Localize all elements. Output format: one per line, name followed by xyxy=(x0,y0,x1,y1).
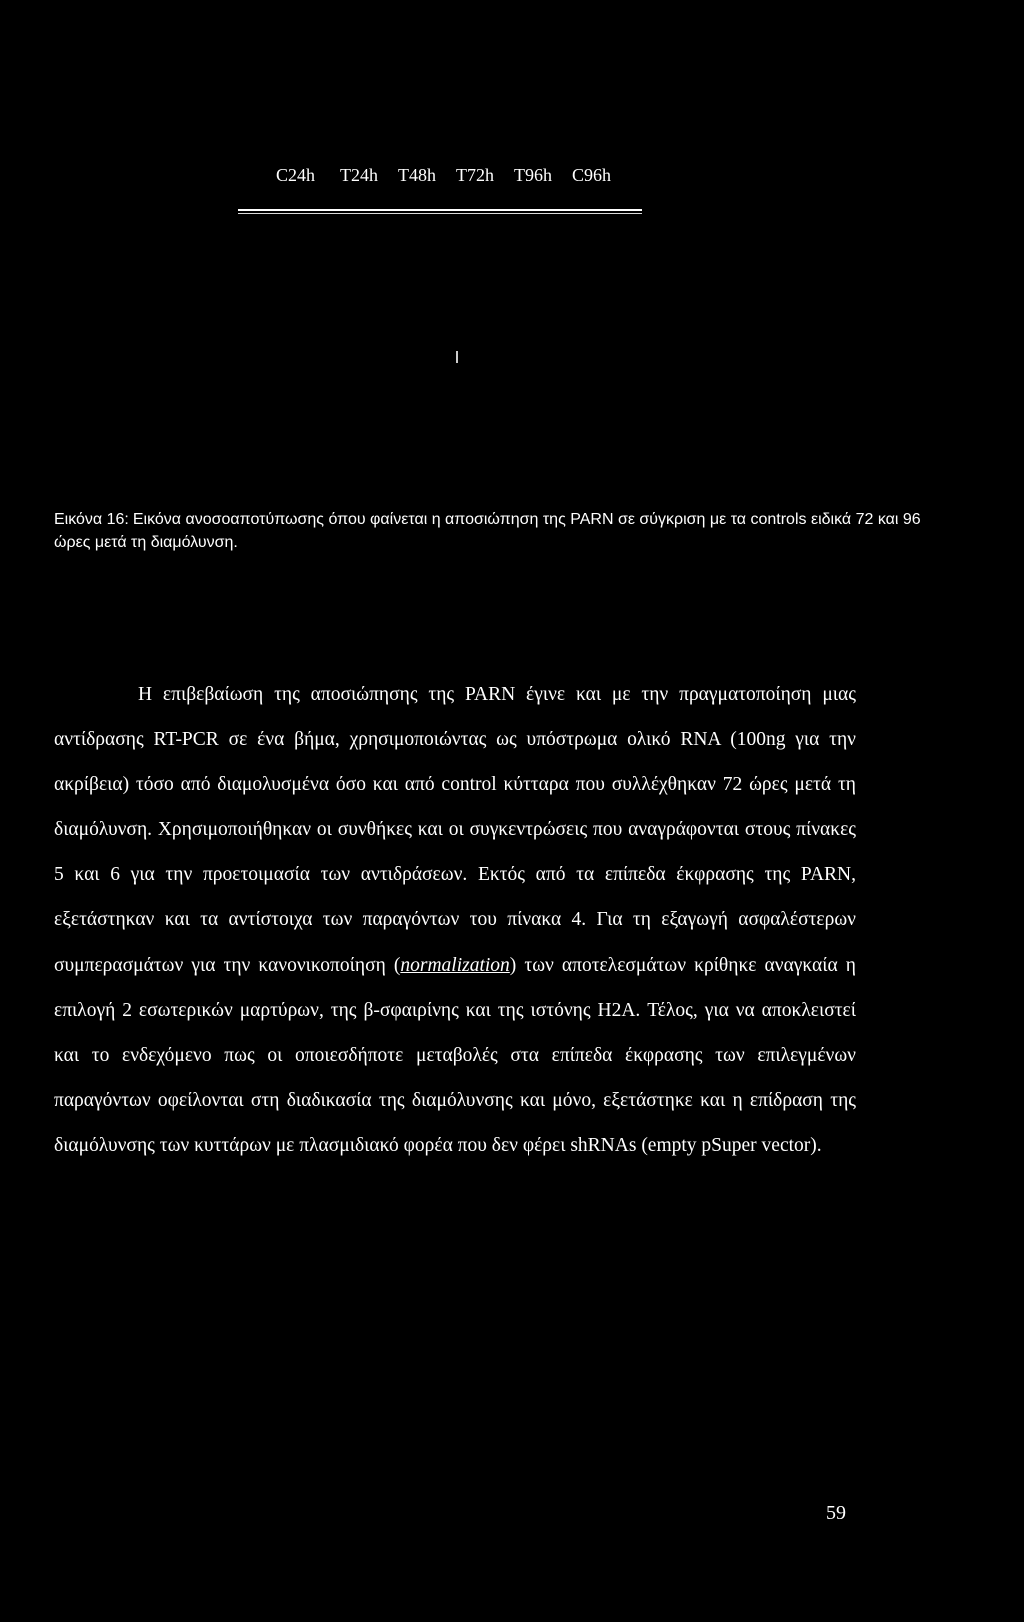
figure-caption xyxy=(54,508,934,554)
figure-caption-label: Εικόνα 16: xyxy=(54,511,129,528)
blot-band xyxy=(238,209,642,211)
body-text-part2: ) των αποτελεσμάτων κρίθηκε αναγκαία η επιλογή 2 εσωτερικών μαρτύρων, της β-σφαιρίνης και της ιστόνης H2A. Τέλος, για να αποκλειστεί και το ενδεχόμενο πως οι οποιεσδήποτε μεταβολές στα επίπεδα έκφρασης των επιλεγμένων παραγόντων οφείλονται στη διαδικασία της διαμόλυνσης και μόνο, εξετάστηκε και η επίδραση της διαμόλυνσης των κυττάρων με πλασμιδιακό φορέα που δεν φέρει shRNAs (empty pSuper vector). xyxy=(54,954,856,1156)
body-text-italic-term: normalization xyxy=(400,954,510,976)
blot-band-secondary xyxy=(238,213,642,214)
lane-label-t24h: T24h xyxy=(340,165,378,185)
figure-caption-text: Εικόνα ανοσοαποτύπωσης όπου φαίνεται η αποσιώπηση της PARN σε σύγκριση με τα controls ειδικά 72 και 96 ώρες μετά τη διαμόλυνση. xyxy=(54,511,921,551)
lane-label-c24h: C24h xyxy=(276,165,316,185)
body-text-part1: Η επιβεβαίωση της αποσιώπησης της PARN έγινε και με την πραγματοποίηση μιας αντίδρασης RT-PCR σε ένα βήμα, χρησιμοποιώντας ως υπόστρωμα ολικό RNA (100ng για την ακρίβεια) τόσο από διαμολυσμένα όσο και από control κύτταρα που συλλέχθηκαν 72 ώρες μετά τη διαμόλυνση. Χρησιμοποιήθηκαν οι συνθήκες και οι συγκεντρώσεις που αναγράφονται στους πίνακες 5 και 6 για την προετοιμασία των αντιδράσεων. Εκτός από τα επίπεδα έκφρασης της PARN, εξετάστηκαν και τα αντίστοιχα των παραγόντων του πίνακα 4. Για τη εξαγωγή ασφαλέστερων συμπερασμάτων για την κανονικοποίηση ( xyxy=(54,684,856,976)
blot-lane-labels xyxy=(276,165,636,189)
body-paragraph xyxy=(54,672,856,1168)
page-number: 59 xyxy=(826,1502,846,1524)
blot-mark xyxy=(456,351,458,363)
lane-label-t96h: T96h xyxy=(514,165,552,185)
lane-label-t72h: T72h xyxy=(456,165,494,185)
lane-label-c96h: C96h xyxy=(572,165,612,185)
lane-label-t48h: T48h xyxy=(398,165,436,185)
